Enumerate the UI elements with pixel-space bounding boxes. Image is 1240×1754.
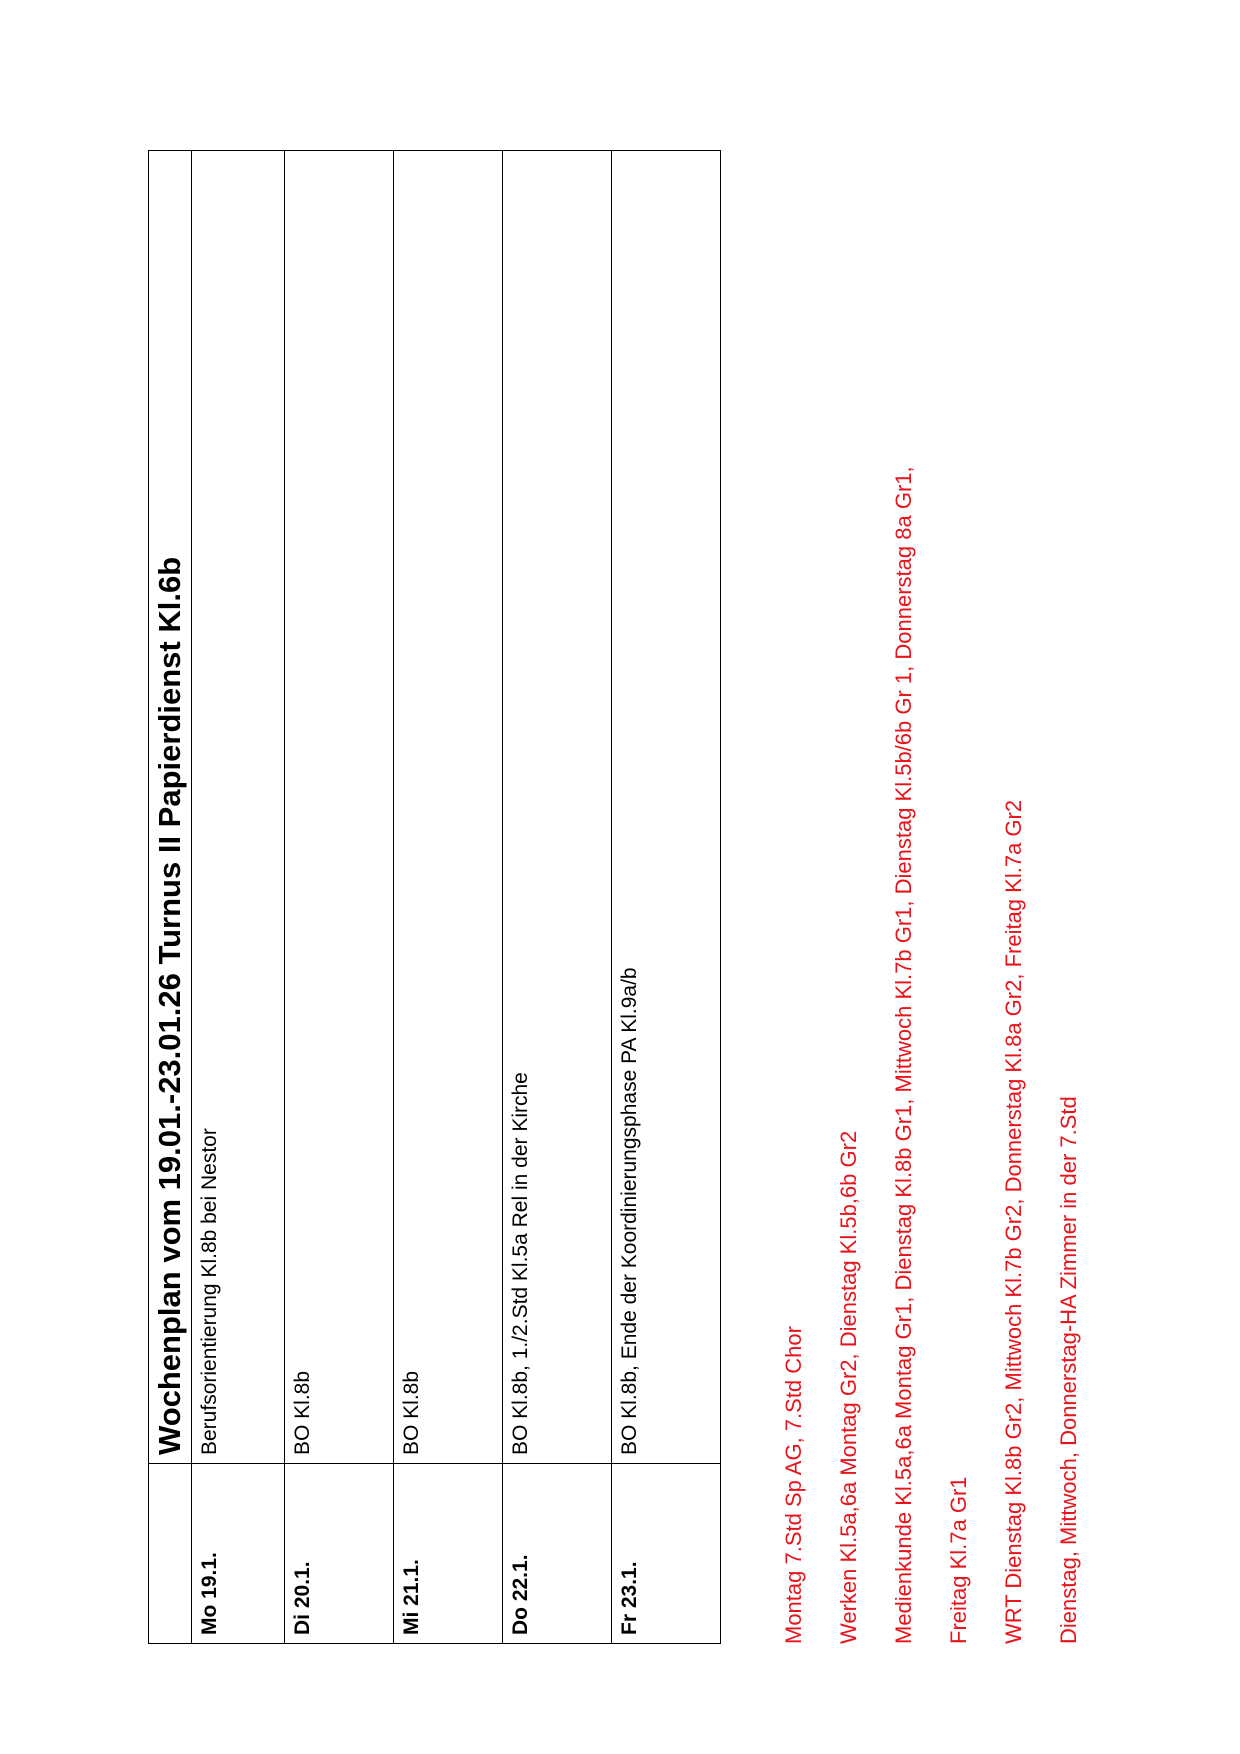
table-row <box>394 151 503 1644</box>
note-cell: Berufsorientierung Kl.8b bei Nestor <box>192 151 285 1464</box>
note-line: Medienkunde Kl.5a,6a Montag Gr1, Dienstag Kl.8b Gr1, Mittwoch Kl.7b Gr1, Dienstag Kl.5b/6b Gr 1, Donnerstag 8a Gr1, <box>891 466 916 1644</box>
day-cell: Do 22.1. <box>503 1464 612 1644</box>
schedule-table <box>148 150 721 1644</box>
page-title: Wochenplan vom 19.01.-23.01.26 Turnus II Papierdienst Kl.6b <box>149 151 192 1464</box>
note-line: Freitag Kl.7a Gr1 <box>946 1476 971 1644</box>
note-cell: BO Kl.8b <box>394 151 503 1464</box>
table-row <box>503 151 612 1644</box>
table-row <box>285 151 394 1644</box>
table-row <box>612 151 721 1644</box>
day-cell: Di 20.1. <box>285 1464 394 1644</box>
note-line: Werken Kl.5a,6a Montag Gr2, Dienstag Kl.5b,6b Gr2 <box>836 1130 861 1644</box>
day-cell: Mi 21.1. <box>394 1464 503 1644</box>
note-cell: BO Kl.8b <box>285 151 394 1464</box>
table-row <box>192 151 285 1644</box>
note-cell: BO Kl.8b, 1./2.Std Kl.5a Rel in der Kirche <box>503 151 612 1464</box>
day-cell: Fr 23.1. <box>612 1464 721 1644</box>
note-line: WRT Dienstag Kl.8b Gr2, Mittwoch Kl.7b Gr2, Donnerstag Kl.8a Gr2, Freitag Kl.7a Gr2 <box>1001 799 1026 1644</box>
day-cell: Mo 19.1. <box>192 1464 285 1644</box>
note-line: Dienstag, Mittwoch, Donnerstag-HA Zimmer in der 7.Std <box>1056 1096 1081 1644</box>
red-notes-list <box>780 466 1110 1644</box>
header-empty-cell <box>149 1464 192 1644</box>
note-cell: BO Kl.8b, Ende der Koordinierungsphase PA Kl.9a/b <box>612 151 721 1464</box>
table-header-row <box>149 151 192 1644</box>
note-line: Montag 7.Std Sp AG, 7.Std Chor <box>781 1326 806 1644</box>
